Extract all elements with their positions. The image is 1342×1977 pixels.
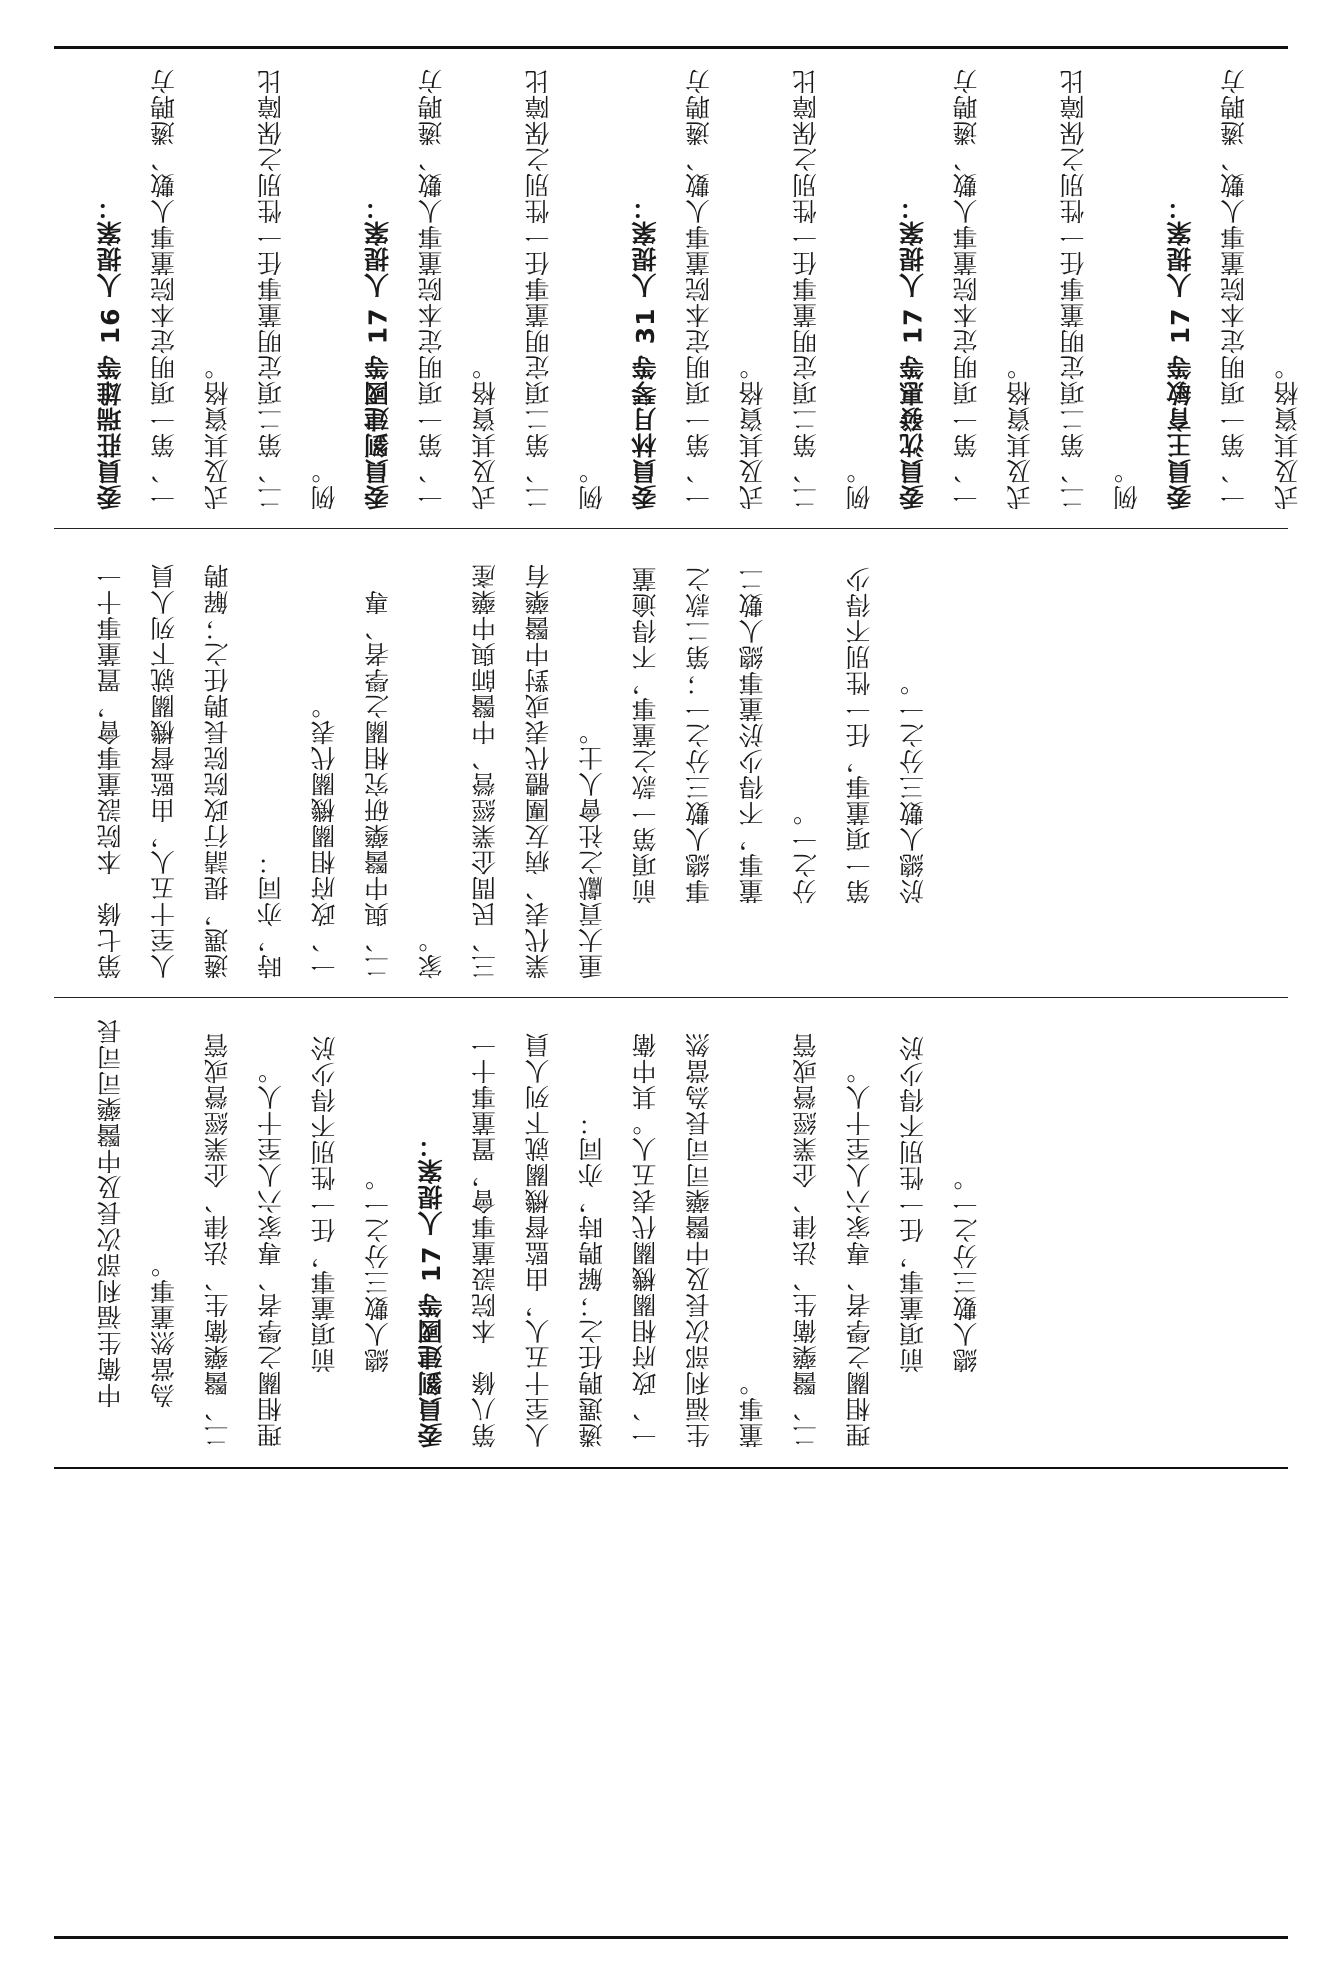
paragraph: 第七條 本院設董事會，置董事十一人至十五人，由監督機關就下列人員遴選，提請行政院院長聘任之；解聘時，亦同： <box>96 563 286 979</box>
band-article8-text <box>54 999 1288 1466</box>
paragraph: 二、與中醫藥研究相關之學者、專家。 <box>363 589 446 979</box>
paragraph: 前項董事，任一性別不得少於總人數三分之一。 <box>310 1035 393 1373</box>
paragraph: 一、第一項明定本院董事人數、遴聘方式及其資格。 <box>952 68 1035 510</box>
paragraph: 第八條 本院設董事會，置董事十一人至十五人，由監督機關就下列人員遴選聘任之；解聘時，亦同： <box>470 1032 607 1448</box>
paragraph: 二、第二項定明董事任一性別之保障比例。 <box>1059 68 1142 510</box>
paragraph: 中衛生福利部次長及中醫藥司司長為當然董事。 <box>96 1018 179 1408</box>
paragraph: 前項董事，任一性別不得少於總人數三分之一。 <box>898 1035 981 1373</box>
paragraph: 三、民間企業經營、中醫師與中藥產業代表、病友團體代表或對中醫藥有重大貢獻之社會人士。 <box>470 563 607 979</box>
proposal-heading: 委員劉建國等 17 人提案： <box>363 193 393 510</box>
divider-2 <box>54 997 1288 998</box>
paragraph: 一、第一項明定本院董事人數、遴聘方式及其資格。 <box>417 68 500 510</box>
proposal-heading: 委員沈發惠等 17 人提案： <box>898 193 928 510</box>
band-article7 <box>54 530 1288 997</box>
proposal-heading: 委員林月琴等 31 人提案： <box>631 193 660 510</box>
band-article7-text <box>54 530 1288 997</box>
divider-1 <box>54 528 1288 529</box>
paragraph: 二、醫藥衛生、法律、企業經營或管理相關之學者、專家六人至十人。 <box>203 1032 286 1448</box>
paragraph: 二、第二項定明董事任一性別之保障比例。 <box>791 68 874 510</box>
paragraph: 一、政府相關機關代表五人。其中衛生福利部次長及中醫藥司司長為當然董事。 <box>631 1032 767 1448</box>
paragraph: 二、醫藥衛生、法律、企業經營或管理相關之學者、專家六人至十人。 <box>791 1032 874 1448</box>
paragraph: 二、第二項定明董事任一性別之保障比例。 <box>256 68 339 510</box>
paragraph: 一、第一項明定本院董事人數、遴聘方式及其資格。 <box>149 68 232 510</box>
paragraph: 前項第一款之董事，不得逾董事總人數三分之一；第二款之董事，不得少於董事總人數二分之一。 <box>631 566 821 904</box>
band-proposals <box>54 50 1302 528</box>
proposal-heading: 委員劉建國等 17 人提案： <box>417 1131 446 1448</box>
band-article8 <box>54 999 1288 1466</box>
lower-rule <box>54 1467 1288 1469</box>
paragraph: 一、第一項明定本院董事人數、遴聘方式及其資格。 <box>1219 68 1302 510</box>
proposal-heading: 委員莊瑞雄等 16 人提案： <box>96 193 125 510</box>
proposal-heading: 委員王育敏等 17 人提案： <box>1166 193 1195 510</box>
paragraph: 一、政府相關機關代表。 <box>310 693 339 979</box>
band-proposals-text <box>54 50 1302 528</box>
paragraph: 第一項董事，任一性別不得少於總人數三分之一。 <box>845 566 928 904</box>
top-rule <box>54 46 1288 49</box>
paragraph: 一、第一項明定本院董事人數、遴聘方式及其資格。 <box>684 68 767 510</box>
bottom-rule <box>54 1936 1288 1939</box>
paragraph: 二、第二項定明董事任一性別之保障比例。 <box>524 68 607 510</box>
